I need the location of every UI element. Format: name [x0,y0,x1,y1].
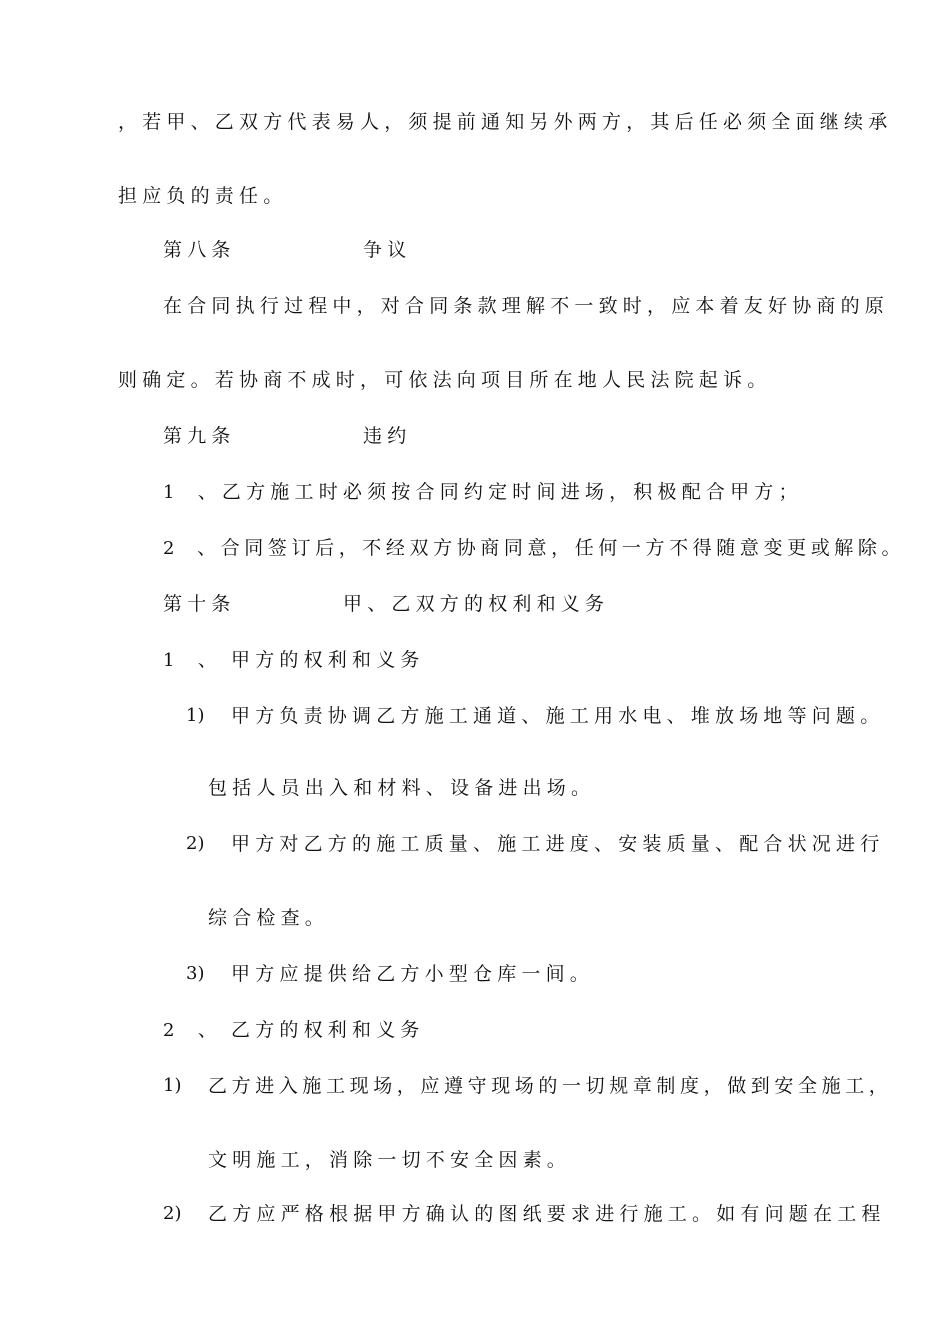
list-item [163,480,803,505]
item-text-continued: 文明施工，消除一切不安全因素。 [208,1149,572,1171]
article-8-title: 争议 [363,239,412,261]
item-number: 3) [186,963,205,984]
section-title: 乙方的权利和义务 [231,1019,425,1041]
article-9-label: 第九条 [163,425,236,447]
paragraph-line: 担应负的责任。 [118,185,288,207]
item-text: 甲方应提供给乙方小型仓库一间。 [231,963,595,985]
item-text: 乙方应严格根据甲方确认的图纸要求进行施工。如有问题在工程 [208,1203,886,1225]
article-9-title: 违约 [363,425,412,447]
section-number: 1 [163,650,175,671]
item-text: 、乙方施工时必须按合同约定时间进场，积极配合甲方； [197,481,803,503]
item-number: 2) [163,1203,182,1224]
section-sep: 、 [197,649,222,671]
list-item [163,536,905,561]
paragraph-line: 则确定。若协商不成时，可依法向项目所在地人民法院起诉。 [118,369,772,391]
article-10-label: 第十条 [163,593,236,615]
section-title: 甲方的权利和义务 [231,649,425,671]
item-text-continued: 包括人员出入和材料、设备进出场。 [208,777,596,799]
item-number: 1 [163,482,175,503]
section-heading [163,648,222,673]
article-10-title: 甲、乙双方的权利和义务 [343,593,610,615]
section-number: 2 [163,1020,175,1041]
item-text-continued: 综合检查。 [208,907,330,929]
section-heading [163,1018,222,1043]
item-number: 1) [163,1075,182,1096]
paragraph-line: 在合同执行过程中，对合同条款理解不一致时，应本着友好协商的原 [163,295,890,317]
item-text: 甲方对乙方的施工质量、施工进度、安装质量、配合状况进行 [231,833,885,855]
item-text: 乙方进入施工现场，应遵守现场的一切规章制度，做到安全施工， [208,1075,893,1097]
item-text: 甲方负责协调乙方施工通道、施工用水电、堆放场地等问题。 [231,705,885,727]
item-number: 1) [186,705,205,726]
item-number: 2) [186,833,205,854]
section-sep: 、 [197,1019,222,1041]
paragraph-line: ，若甲、乙双方代表易人，须提前通知另外两方，其后任必须全面继续承 [118,111,893,133]
item-text: 、合同签订后，不经双方协商同意，任何一方不得随意变更或解除。 [197,537,906,559]
article-8-label: 第八条 [163,239,236,261]
item-number: 2 [163,538,175,559]
